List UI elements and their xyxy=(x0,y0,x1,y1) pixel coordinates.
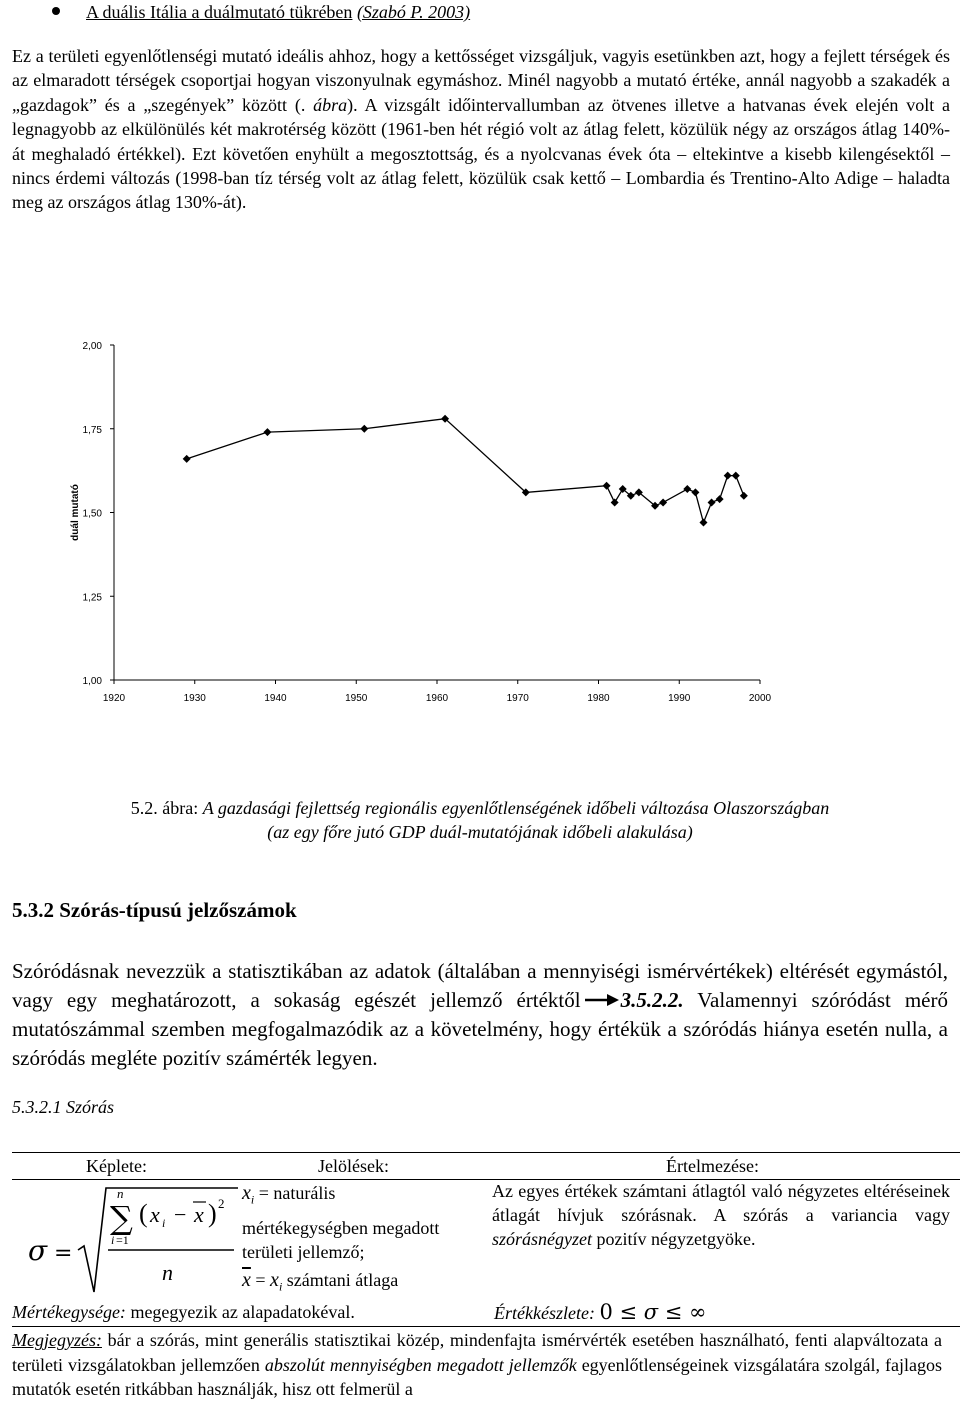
table-bottom-rule xyxy=(12,1326,960,1327)
x-tick-label: 2000 xyxy=(748,693,772,704)
intro-figure-ref: ábra xyxy=(313,94,348,115)
x-tick-label: 1920 xyxy=(102,693,126,704)
bullet-reference: (Szabó P. 2003) xyxy=(356,2,471,22)
figure-caption xyxy=(0,796,960,844)
svg-text:): ) xyxy=(208,1199,217,1228)
svg-text:=1: =1 xyxy=(116,1233,129,1247)
x-tick-label: 1960 xyxy=(425,693,449,704)
range-formula: 0 ≤ σ ≤ ∞ xyxy=(599,1300,707,1324)
svg-text:(: ( xyxy=(139,1199,148,1228)
data-point xyxy=(603,482,611,490)
bullet-icon xyxy=(52,7,60,15)
definition-text: Szóródásnak nevezzük a statisztikában az adatok (általában a mennyiségi ismérvértékek) eltérését egymástól, vagy egy meghatározott, a sokaság egészét jellemző értéktől xyxy=(12,959,948,1012)
y-axis-label: duál mutató xyxy=(70,484,81,541)
intro-text-2: ). A vizsgált időintervallumban az ötvenes illetve a hatvanas évek elején volt a legnagyobb az elkülönülés két makrotérség között (1961-ben hét régió volt az átlag felett, közülük négy az országos átlag 140%-át meghaladó értékkel). Ezt követően enyhült a megosztottság, és a nyolcvanas évek óta – eltekintve a kisebb kilengésektől – nincs érdemi változás (1998-ban tíz térség volt az átlag felett, közülük csak kettő – Lombardia és Trentino-Alto Adige – haladta meg az országos átlag 130%-át). xyxy=(12,94,951,213)
notation-line-1: = naturális xyxy=(258,1183,336,1203)
note-paragraph xyxy=(12,1328,942,1402)
section-heading: 5.3.2 Szórás-típusú jelzőszámok xyxy=(12,898,297,922)
y-tick-label: 2,00 xyxy=(82,341,102,352)
notation-cell: $x_i$ = naturális mértékegységben megadott területi jellemző; $\overline{x} = x_i$ számtani átlaga xyxy=(242,1181,487,1298)
x-tick-label: 1980 xyxy=(587,693,610,704)
caption-line-2: (az egy főre jutó GDP duál-mutatójának időbeli alakulása) xyxy=(267,822,693,842)
range-label: Értékkészlete: xyxy=(494,1303,595,1323)
table-header-formula: Képlete: xyxy=(86,1156,147,1176)
cross-reference: 3.5.2.2. xyxy=(620,988,684,1012)
svg-text:∑: ∑ xyxy=(110,1199,133,1237)
notation-line-3: számtani átlaga xyxy=(286,1269,399,1290)
data-point xyxy=(611,498,619,506)
x-tick-label: 1940 xyxy=(264,693,287,704)
note-text-1: bár a szórás, mint generális statisztikai közép, mindenfajta ismérvérték esetében használható, fenti alapváltozata a területi vizsgálatokban jellemzően xyxy=(12,1330,942,1375)
svg-text:n: n xyxy=(117,1186,124,1201)
svg-text:n: n xyxy=(162,1260,173,1285)
svg-text:σ: σ xyxy=(28,1234,48,1267)
data-point xyxy=(659,498,667,506)
interpretation-text-1: Az egyes értékek számtani átlagtól való négyzetes eltéréseinek átlagát hívjuk szórásnak. A szórás a variancia vagy xyxy=(492,1181,950,1225)
range-row xyxy=(494,1300,707,1325)
y-tick-label: 1,50 xyxy=(82,508,102,520)
note-text-2: egyenlőtlenségeinek vizsgálatára szolgál, fajlagos mutatók esetén ritkábban használják, hisz ott felmerül a xyxy=(12,1354,942,1399)
unit-row xyxy=(12,1300,355,1324)
y-tick-label: 1,75 xyxy=(82,424,102,436)
data-point xyxy=(699,519,707,527)
svg-text:2: 2 xyxy=(218,1196,225,1211)
data-point xyxy=(360,425,368,433)
svg-text:x: x xyxy=(150,1202,160,1227)
table-header-interpretation: Értelmezése: xyxy=(666,1156,759,1176)
x-tick-label: 1950 xyxy=(345,693,368,704)
subsection-title: 5.3.2.1 Szórás xyxy=(12,1097,115,1117)
bullet-item xyxy=(52,0,470,24)
y-tick-label: 1,25 xyxy=(82,592,102,604)
bullet-title: A duális Itália a duálmutató tükrében xyxy=(86,2,353,22)
data-point xyxy=(724,472,732,480)
dual-index-chart xyxy=(20,330,800,720)
data-point xyxy=(740,492,748,500)
svg-text:x: x xyxy=(194,1202,204,1227)
definition-paragraph xyxy=(12,957,948,1073)
svg-text:=: = xyxy=(54,1241,73,1266)
svg-text:−: − xyxy=(174,1202,187,1227)
table-header-notation: Jelölések: xyxy=(318,1156,389,1176)
unit-label: Mértékegysége: xyxy=(12,1302,126,1322)
notation-line-2: mértékegységben megadott területi jellemző; xyxy=(242,1217,440,1262)
std-dev-formula xyxy=(20,1180,240,1300)
note-emphasis: abszolút mennyiségben megadott jellemzők xyxy=(264,1354,577,1375)
caption-label: 5.2. ábra: xyxy=(130,798,199,818)
x-tick-label: 1990 xyxy=(668,693,691,704)
definition-text-2: Valamennyi szóródást mérő mutatószámmal szemben megfogalmazódik az a követelmény, hogy értékük a szóródás hiánya esetén nulla, a szóródás megléte pozitív számérték legyen. xyxy=(12,988,948,1070)
data-point xyxy=(708,498,716,506)
unit-text: megegyezik az alapadatokéval. xyxy=(125,1302,355,1322)
svg-text:i: i xyxy=(162,1216,166,1230)
y-tick-label: 1,00 xyxy=(82,676,102,687)
intro-text-1: Ez a területi egyenlőtlenségi mutató ideális ahhoz, hogy a kettősséget vizsgáljuk, vagyis esetünkben azt, hogy a fejlett térségek és az elmaradott térségek csoportjai hogyan viszonyulnak egymáshoz. Minél nagyobb a mutató értéke, annál nagyobb a szakadék a „gazdagok” és a „szegények” között (. xyxy=(12,46,950,115)
interpretation-text-2: pozitív négyzetgyöke. xyxy=(592,1229,756,1249)
data-point xyxy=(691,488,699,496)
data-point xyxy=(183,455,191,463)
data-point xyxy=(716,495,724,503)
data-point xyxy=(683,485,691,493)
caption-line-1: A gazdasági fejlettség regionális egyenlőtlenségének időbeli változása Olaszországban xyxy=(202,798,830,818)
x-tick-label: 1970 xyxy=(506,693,529,704)
series-line xyxy=(187,419,744,523)
interpretation-term: szórásnégyzet xyxy=(492,1229,592,1249)
interpretation-cell xyxy=(492,1179,950,1251)
x-tick-label: 1930 xyxy=(183,693,206,704)
svg-text:i: i xyxy=(111,1233,115,1247)
intro-paragraph xyxy=(12,44,950,215)
table-top-rule xyxy=(12,1152,960,1153)
arrow-right-icon xyxy=(585,992,619,1008)
data-point xyxy=(732,472,740,480)
note-label: Megjegyzés: xyxy=(12,1330,102,1350)
data-point xyxy=(263,428,271,436)
